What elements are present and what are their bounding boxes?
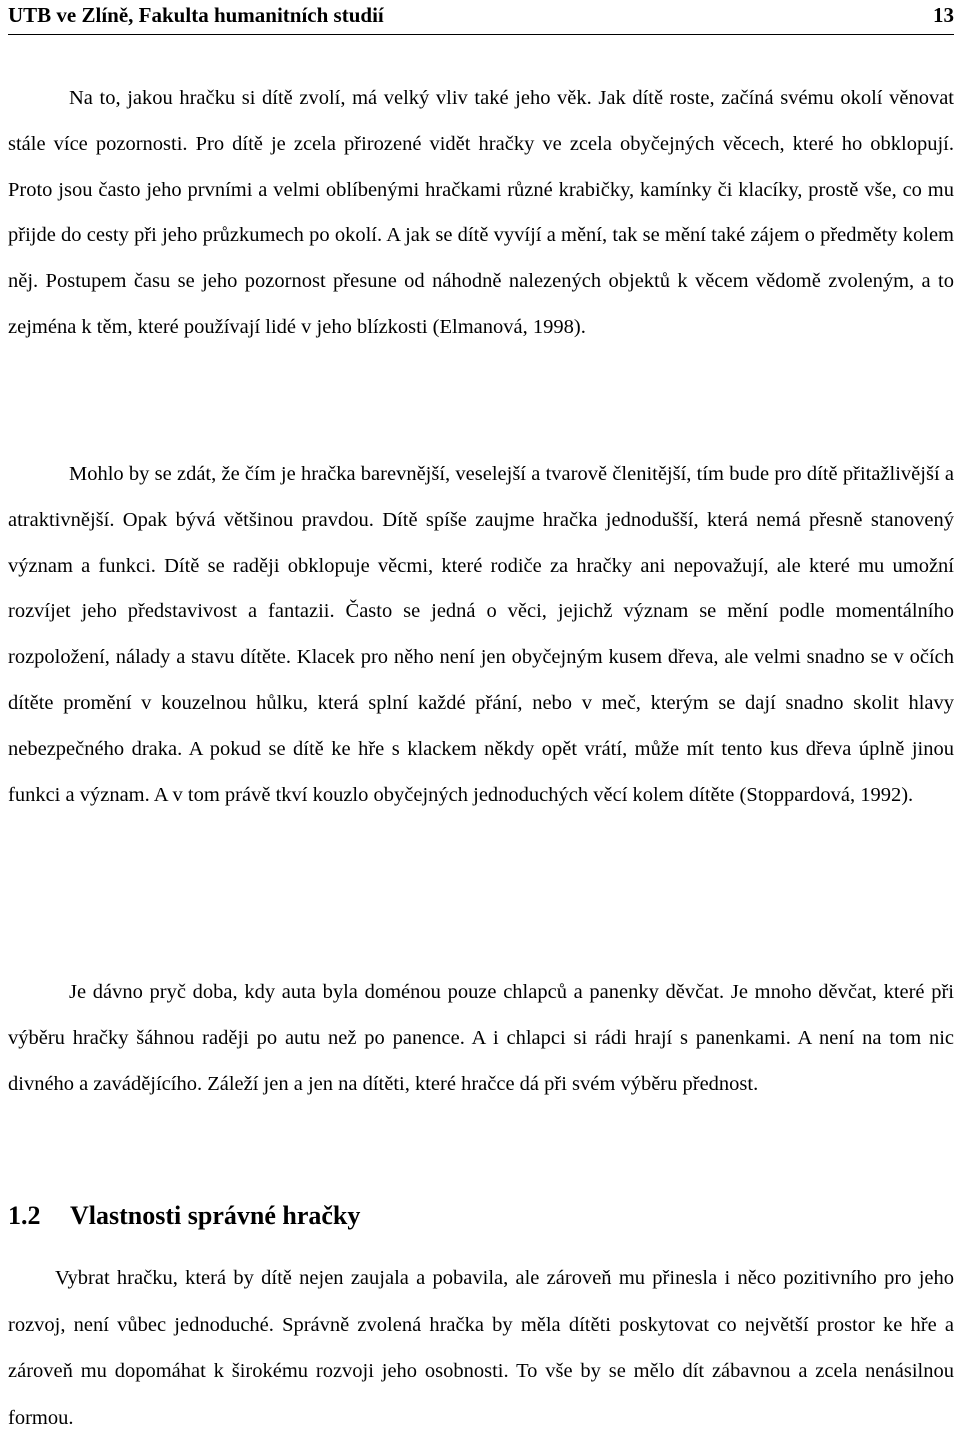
header-rule [8,34,954,35]
section-number: 1.2 [8,1201,41,1230]
header-institution: UTB ve Zlíně, Fakulta humanitních studií [8,2,384,27]
document-page [8,0,954,1432]
running-header [8,0,954,30]
paragraph-toy-choice-age: Na to, jakou hračku si dítě zvolí, má velký vliv také jeho věk. Jak dítě roste, začíná svému okolí věnovat stále více pozornosti. Pro dítě je zcela přirozené vidět hračky ve zcela obyčejných věcech, které ho obklopují. Proto jsou často jeho prvními a velmi oblíbenými hračkami různé krabičky, kamínky či klacíky, prostě vše, co mu přijde do cesty při jeho průzkumech po okolí. A jak se dítě vyvíjí a mění, tak se mění také zájem o předměty kolem něj. Postupem času se jeho pozornost přesune od náhodně nalezených objektů k věcem vědomě zvoleným, a to zejména k těm, které používají lidé v jeho blízkosti (Elmanová, 1998). [8,87,954,338]
section-title: Vlastnosti správné hračky [70,1201,361,1230]
paragraph-choosing-toy: Vybrat hračku, která by dítě nejen zaujala a pobavila, ale zároveň mu přinesla i něco pozitivního pro jeho rozvoj, není vůbec jednoduché. Správně zvolená hračka by měla dítěti poskytovat co největší prostor ke hře a zároveň mu dopomáhat k širokému rozvoji jeho osobnosti. To vše by se mělo dít zábavnou a zcela nenásilnou formou. [8,1267,954,1429]
paragraph-gender-toys: Je dávno pryč doba, kdy auta byla doménou pouze chlapců a panenky děvčat. Je mnoho děvčat, které při výběru hračky šáhnou raději po autu než po panence. A i chlapci si rádi hrají s panenkami. A není na tom nic divného a zavádějícího. Záleží jen a jen na dítěti, které hračce dá při svém výběru přednost. [8,981,954,1095]
paragraph-simple-toys: Mohlo by se zdát, že čím je hračka barevnější, veselejší a tvarově členitější, tím bude pro dítě přitažlivější a atraktivnější. Opak bývá většinou pravdou. Dítě spíše zaujme hračka jednodušší, která nemá přesně stanovený význam a funkci. Dítě se raději obklopuje věcmi, které rodiče za hračky ani nepovažují, ale které mu umožní rozvíjet jeho představivost a fantazii. Často se jedná o věci, jejichž význam se mění podle momentálního rozpoložení, nálady a stavu dítěte. Klacek pro něho není jen obyčejným kusem dřeva, ale velmi snadno se v očích dítěte promění v kouzelnou hůlku, která splní každé přání, nebo v meč, kterým se dají snadno skolit hlavy nebezpečného draka. A pokud se dítě ke hře s klackem někdy opět vrátí, může mít tento kus dřeva úplně jinou funkci a význam. A v tom právě tkví kouzlo obyčejných jednoduchých věcí kolem dítěte (Stoppardová, 1992). [8,463,954,806]
section-heading [8,1196,360,1236]
page-number: 13 [933,2,954,27]
